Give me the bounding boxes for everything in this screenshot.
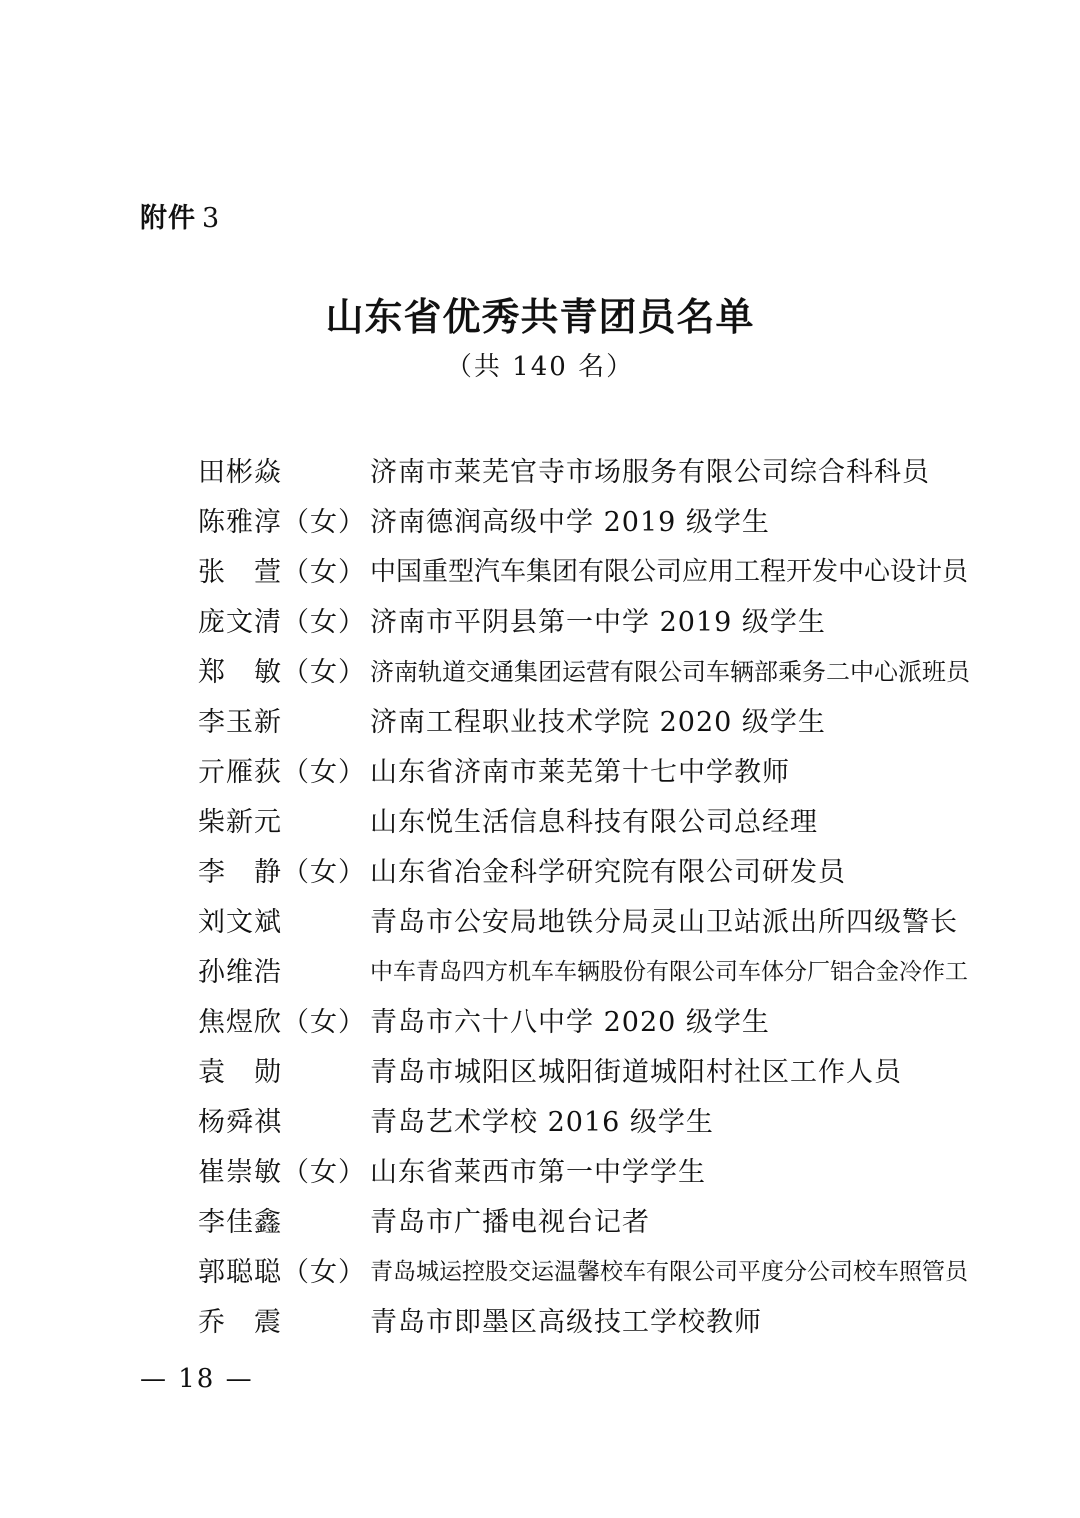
honoree-affiliation: 青岛市六十八中学 2020 级学生 xyxy=(370,1006,770,1038)
honoree-affiliation: 济南德润高级中学 2019 级学生 xyxy=(370,506,770,538)
honoree-affiliation: 中车青岛四方机车车辆股份有限公司车体分厂铝合金冷作工 xyxy=(370,958,968,985)
honoree-affiliation: 中国重型汽车集团有限公司应用工程开发中心设计员 xyxy=(370,556,969,587)
honoree-affiliation: 山东省济南市莱芜第十七中学教师 xyxy=(370,756,790,788)
honoree-name: 孙维浩 xyxy=(198,956,282,988)
list-item xyxy=(198,1144,998,1194)
honoree-name: 亓雁荻（女） xyxy=(198,756,366,788)
list-item xyxy=(198,444,998,494)
honoree-name: 柴新元 xyxy=(198,806,282,838)
honoree-name: 李 静（女） xyxy=(198,856,366,888)
honoree-affiliation: 济南工程职业技术学院 2020 级学生 xyxy=(370,706,826,738)
honoree-affiliation: 山东省莱西市第一中学学生 xyxy=(370,1156,706,1188)
honoree-affiliation: 青岛艺术学校 2016 级学生 xyxy=(370,1106,714,1138)
honoree-name: 张 萱（女） xyxy=(198,556,366,588)
honoree-affiliation: 青岛城运控股交运温馨校车有限公司平度分公司校车照管员 xyxy=(370,1258,968,1285)
page-subtitle: （共 140 名） xyxy=(445,352,635,382)
honoree-affiliation: 青岛市广播电视台记者 xyxy=(370,1206,650,1238)
honoree-name: 李玉新 xyxy=(198,706,282,738)
list-item xyxy=(198,694,998,744)
honoree-name: 庞文清（女） xyxy=(198,606,366,638)
honoree-name: 崔崇敏（女） xyxy=(198,1156,366,1188)
list-item xyxy=(198,594,998,644)
honoree-name: 田彬焱 xyxy=(198,456,282,488)
attachment-text: 附件 xyxy=(140,203,196,234)
list-item xyxy=(198,1244,998,1294)
honoree-name: 郭聪聪（女） xyxy=(198,1256,366,1288)
list-item xyxy=(198,544,998,594)
honoree-affiliation: 山东悦生活信息科技有限公司总经理 xyxy=(370,806,818,838)
honoree-name: 刘文斌 xyxy=(198,906,282,938)
page-title: 山东省优秀共青团员名单 xyxy=(325,294,755,339)
honoree-name: 李佳鑫 xyxy=(198,1206,282,1238)
list-item xyxy=(198,844,998,894)
honoree-affiliation: 青岛市即墨区高级技工学校教师 xyxy=(370,1306,762,1338)
honoree-name: 郑 敏（女） xyxy=(198,656,366,688)
honoree-name: 焦煜欣（女） xyxy=(198,1006,366,1038)
list-item xyxy=(198,644,998,694)
list-item xyxy=(198,1044,998,1094)
honoree-name: 袁 勋 xyxy=(198,1056,282,1088)
list-item xyxy=(198,744,998,794)
list-item xyxy=(198,944,998,994)
attachment-label xyxy=(140,196,220,235)
attachment-number: 3 xyxy=(202,203,221,234)
honoree-name: 乔 震 xyxy=(198,1306,282,1338)
list-item xyxy=(198,794,998,844)
honoree-name: 陈雅淳（女） xyxy=(198,506,366,538)
list-item xyxy=(198,1094,998,1144)
honoree-name: 杨舜祺 xyxy=(198,1106,282,1138)
honoree-affiliation: 山东省冶金科学研究院有限公司研发员 xyxy=(370,856,846,888)
honoree-affiliation: 青岛市城阳区城阳街道城阳村社区工作人员 xyxy=(370,1056,902,1088)
honoree-list xyxy=(198,444,998,1344)
list-item xyxy=(198,1194,998,1244)
honoree-affiliation: 济南市平阴县第一中学 2019 级学生 xyxy=(370,606,826,638)
honoree-affiliation: 青岛市公安局地铁分局灵山卫站派出所四级警长 xyxy=(370,906,958,938)
honoree-affiliation: 济南轨道交通集团运营有限公司车辆部乘务二中心派班员 xyxy=(370,657,970,686)
honoree-affiliation: 济南市莱芜官寺市场服务有限公司综合科科员 xyxy=(370,456,930,488)
list-item xyxy=(198,1294,998,1344)
page-number: — 18 — xyxy=(140,1364,254,1394)
list-item xyxy=(198,994,998,1044)
list-item xyxy=(198,894,998,944)
list-item xyxy=(198,494,998,544)
